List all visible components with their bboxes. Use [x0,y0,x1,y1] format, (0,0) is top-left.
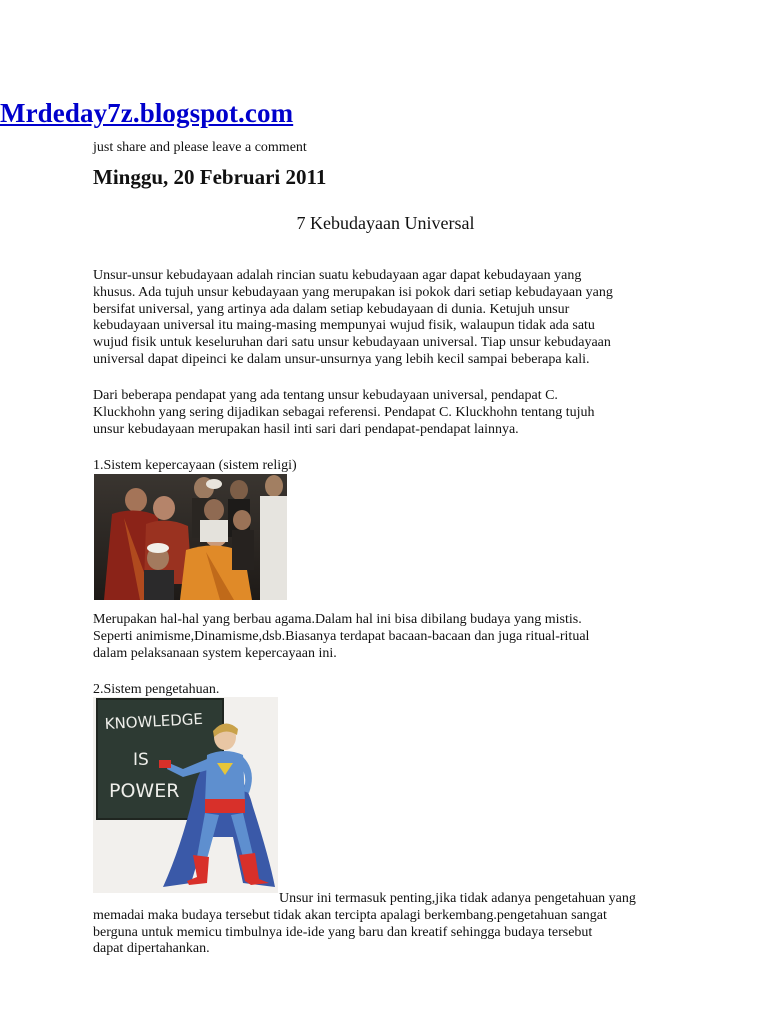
religion-photo-illustration [94,474,287,600]
section-heading-religion [93,458,683,475]
intro-paragraph [93,268,683,369]
text-line: berguna untuk memicu timbulnya ide-ide yang baru dan kreatif sehingga budaya tersebut [93,924,593,940]
text-line: Unsur-unsur kebudayaan adalah rincian suatu kebudayaan agar dapat kebudayaan yang [93,268,582,283]
knowledge-illustration [93,697,278,893]
religion-photo [94,474,287,600]
board-word-power: POWER [109,780,180,802]
text-line: unsur kebudayaan merupakan hasil inti sari dari pendapat-pendapat lainnya. [93,421,519,437]
text-line: wujud fisik untuk keseluruhan dari satu unsur kebudayaan universal. Tiap unsur kebudayaan [93,335,611,351]
knowledge-paragraph [93,891,683,958]
text-line: bersifat universal, yang artinya ada dalam setiap kebudayaan di dunia. Ketujuh unsur [93,301,570,317]
text-line: memadai maka budaya tersebut tidak akan tercipta apalagi berkembang.pengetahuan sangat [93,907,607,923]
board-word-is: IS [133,750,149,770]
text-line: dalam pelaksanaan system kepercayaan ini. [93,645,337,661]
board-word-knowledge: KNOWLEDGE [104,709,204,733]
heading-text: 1.Sistem kepercayaan (sistem religi) [93,458,297,473]
text-line: kebudayaan universal itu maing-masing mempunyai wujud fisik, walaupun tidak ada satu [93,318,595,334]
text-line: Dari beberapa pendapat yang ada tentang unsur kebudayaan universal, pendapat C. [93,388,558,403]
text-line: Merupakan hal-hal yang berbau agama.Dalam hal ini bisa dibilang budaya yang mistis. [93,612,582,627]
post-title: 7 Kebudayaan Universal [296,213,475,233]
text-line: khusus. Ada tujuh unsur kebudayaan yang merupakan isi pokok dari setiap kebudayaan yang [93,284,613,300]
blog-title-link[interactable]: Mrdeday7z.blogspot.com [0,98,294,128]
blog-tagline: just share and please leave a comment [93,140,307,155]
religion-paragraph [93,612,683,662]
knowledge-is-power-image [93,697,278,893]
text-line: Kluckhohn yang sering dijadikan sebagai referensi. Pendapat C. Kluckhohn tentang tujuh [93,404,595,420]
date-header: Minggu, 20 Februari 2011 [93,165,327,189]
kluckhohn-paragraph [93,388,683,438]
text-line: dapat dipertahankan. [93,941,210,957]
text-line: Seperti animisme,Dinamisme,dsb.Biasanya terdapat bacaan-bacaan dan juga ritual-ritual [93,628,590,644]
heading-text: 2.Sistem pengetahuan. [93,682,220,697]
text-line: Unsur ini termasuk penting,jika tidak adanya pengetahuan yang [279,891,636,906]
text-line: universal dapat dipeinci ke dalam unsur-unsurnya yang lebih kecil sampai beberapa kali. [93,351,590,367]
